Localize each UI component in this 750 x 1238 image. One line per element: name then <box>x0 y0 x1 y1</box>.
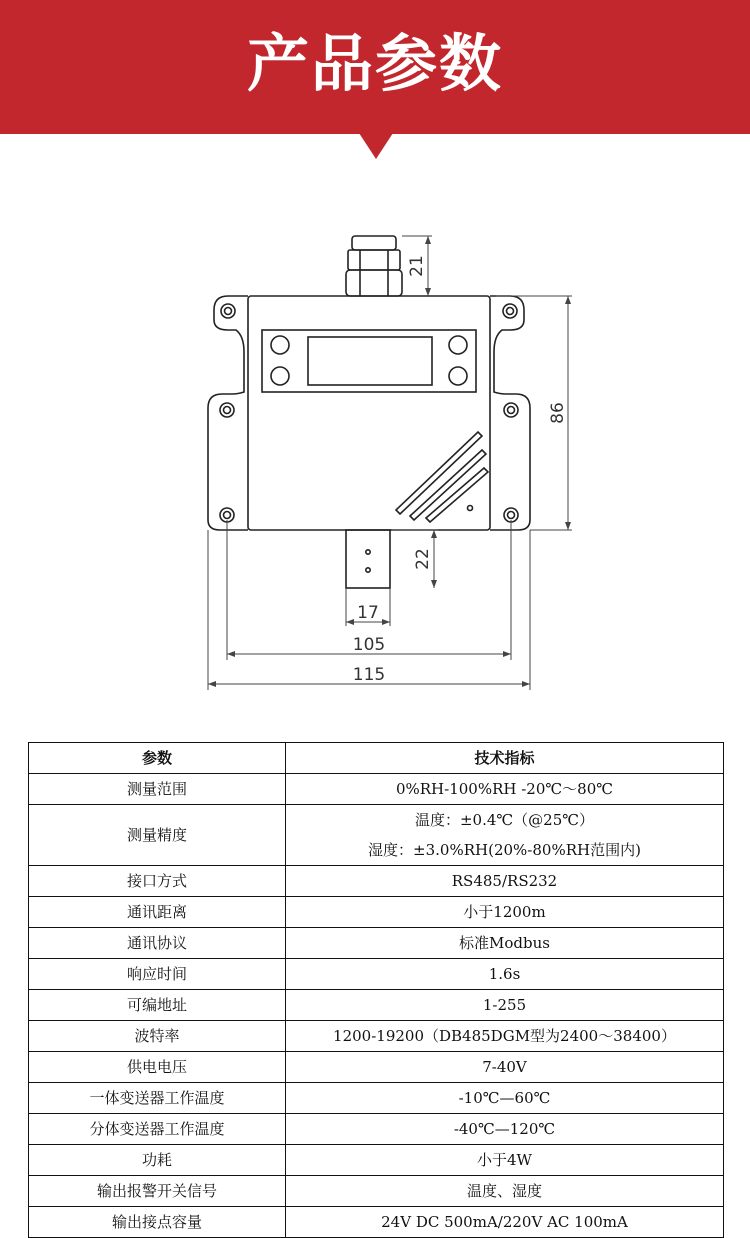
param-cell: 可编地址 <box>29 990 286 1021</box>
table-row <box>29 1114 724 1145</box>
right-mounting-ears <box>490 296 530 530</box>
spec-table-body <box>29 774 724 1238</box>
param-cell: 供电电压 <box>29 1052 286 1083</box>
value-cell: RS485/RS232 <box>286 866 724 897</box>
table-row <box>29 1176 724 1207</box>
left-mounting-ears <box>208 296 248 530</box>
header-value: 技术指标 <box>286 743 724 774</box>
param-cell: 分体变送器工作温度 <box>29 1114 286 1145</box>
table-row <box>29 1207 724 1238</box>
value-line: 湿度：±3.0%RH(20%-80%RH范围内) <box>368 841 641 859</box>
table-row <box>29 1145 724 1176</box>
param-cell: 接口方式 <box>29 866 286 897</box>
table-header-row <box>29 743 724 774</box>
button-icon <box>271 367 289 385</box>
spec-table <box>28 742 724 1238</box>
value-cell: 1-255 <box>286 990 724 1021</box>
dim-height: 86 <box>548 402 568 424</box>
cable-gland <box>346 236 402 296</box>
value-line: 温度：±0.4℃（@25℃） <box>414 811 595 829</box>
dim-probe-width: 17 <box>357 603 379 623</box>
table-row <box>29 1083 724 1114</box>
display-panel <box>262 330 476 392</box>
value-cell: 小于1200m <box>286 897 724 928</box>
page-title: 产品参数 <box>246 27 503 100</box>
value-cell: 1200-19200（DB485DGM型为2400～38400） <box>286 1021 724 1052</box>
value-cell: -10℃—60℃ <box>286 1083 724 1114</box>
vent-slots <box>396 432 488 522</box>
table-row <box>29 1052 724 1083</box>
param-cell: 响应时间 <box>29 959 286 990</box>
value-cell: 温度、湿度 <box>286 1176 724 1207</box>
param-cell: 输出接点容量 <box>29 1207 286 1238</box>
value-cell: 小于4W <box>286 1145 724 1176</box>
param-cell: 功耗 <box>29 1145 286 1176</box>
value-cell <box>286 805 724 866</box>
dim-hole-spacing: 105 <box>352 635 386 655</box>
dim-overall-width: 115 <box>352 665 386 685</box>
dim-cable-gland: 21 <box>407 255 427 277</box>
value-cell: 标准Modbus <box>286 928 724 959</box>
dim-probe: 22 <box>413 548 433 570</box>
button-icon <box>449 367 467 385</box>
table-row <box>29 959 724 990</box>
button-icon <box>449 336 467 354</box>
param-cell: 测量范围 <box>29 774 286 805</box>
table-row <box>29 897 724 928</box>
table-row <box>29 1021 724 1052</box>
button-icon <box>271 336 289 354</box>
param-cell: 通讯协议 <box>29 928 286 959</box>
value-cell: -40℃—120℃ <box>286 1114 724 1145</box>
table-row <box>29 805 724 866</box>
table-row <box>29 990 724 1021</box>
param-cell: 波特率 <box>29 1021 286 1052</box>
param-cell: 一体变送器工作温度 <box>29 1083 286 1114</box>
value-cell: 24V DC 500mA/220V AC 100mA <box>286 1207 724 1238</box>
value-cell: 0%RH-100%RH -20℃～80℃ <box>286 774 724 805</box>
value-cell: 7-40V <box>286 1052 724 1083</box>
table-row <box>29 866 724 897</box>
table-row <box>29 928 724 959</box>
param-cell: 输出报警开关信号 <box>29 1176 286 1207</box>
table-row <box>29 774 724 805</box>
param-cell: 测量精度 <box>29 805 286 866</box>
param-cell: 通讯距离 <box>29 897 286 928</box>
lcd-screen <box>308 337 432 385</box>
value-cell: 1.6s <box>286 959 724 990</box>
header-param: 参数 <box>29 743 286 774</box>
probe <box>346 530 390 588</box>
